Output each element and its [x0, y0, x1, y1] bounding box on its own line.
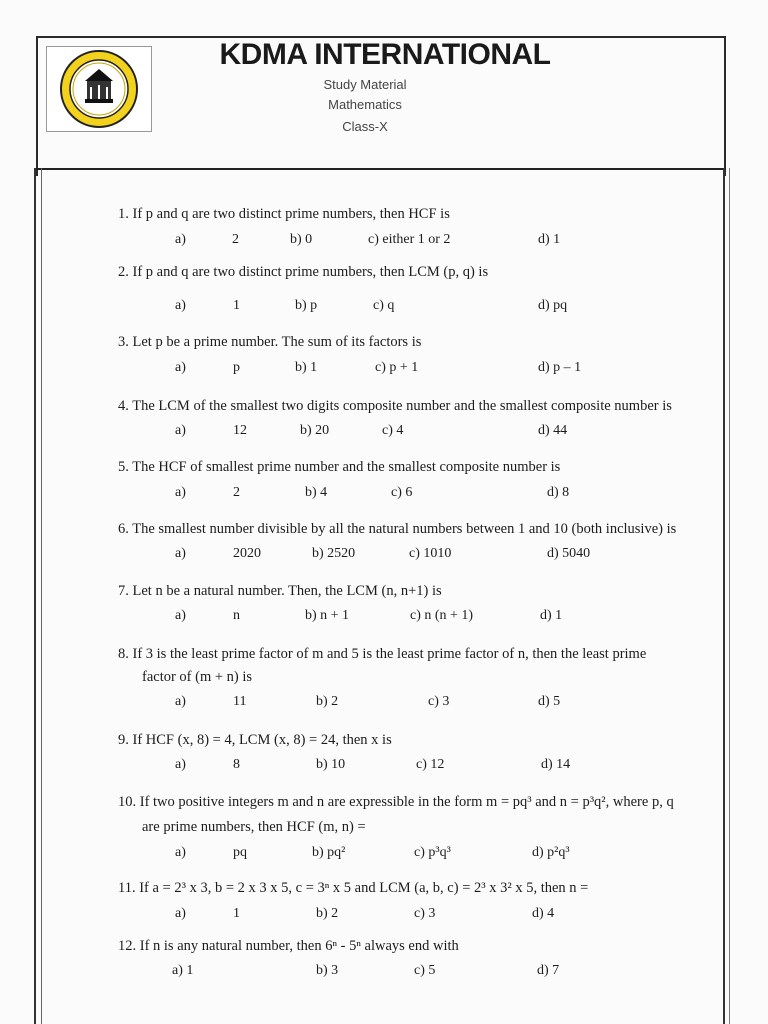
q7-option-c: c) n (n + 1) — [410, 608, 474, 623]
q8-label-a: a) — [175, 694, 186, 709]
right-border — [723, 168, 725, 1024]
q12-option-d: d) 7 — [537, 963, 560, 978]
q2-option-a: 1 — [233, 298, 240, 313]
q10-option-a: pq — [233, 845, 247, 860]
q4-option-d: d) 44 — [538, 423, 568, 438]
q6-option-c: c) 1010 — [409, 546, 452, 561]
q11-option-c: c) 3 — [414, 906, 436, 921]
q9-option-a: 8 — [233, 757, 240, 772]
q7-option-d: d) 1 — [540, 608, 563, 623]
question-8: 8. If 3 is the least prime factor of m and 5 is the least prime factor of n, then the least prime — [118, 646, 647, 662]
question-3: 3. Let p be a prime number. The sum of its factors is — [118, 334, 422, 350]
question-1: 1. If p and q are two distinct prime numbers, then HCF is — [118, 206, 450, 222]
question-10-continued: are prime numbers, then HCF (m, n) = — [142, 819, 366, 835]
q7-option-a: n — [233, 608, 240, 623]
q5-option-c: c) 6 — [391, 485, 413, 500]
q6-option-b: b) 2520 — [312, 546, 356, 561]
q3-option-c: c) p + 1 — [375, 360, 419, 375]
q1-option-c: c) either 1 or 2 — [368, 232, 451, 247]
q5-option-b: b) 4 — [305, 485, 328, 500]
q7-option-b: b) n + 1 — [305, 608, 350, 623]
q3-label-a: a) — [175, 360, 186, 375]
q3-option-b: b) 1 — [295, 360, 318, 375]
q10-label-a: a) — [175, 845, 186, 860]
q8-option-b: b) 2 — [316, 694, 339, 709]
q2-label-a: a) — [175, 298, 186, 313]
q1-option-a: 2 — [232, 232, 239, 247]
question-12: 12. If n is any natural number, then 6ⁿ - 5ⁿ always end with — [118, 938, 459, 954]
left-border-inner — [41, 168, 42, 1024]
q9-option-b: b) 10 — [316, 757, 346, 772]
q1-option-b: b) 0 — [290, 232, 313, 247]
q1-option-d: d) 1 — [538, 232, 561, 247]
subtitle-subject: Mathematics — [328, 97, 402, 112]
q9-option-d: d) 14 — [541, 757, 571, 772]
q11-option-d: d) 4 — [532, 906, 555, 921]
q8-option-c: c) 3 — [428, 694, 450, 709]
question-4: 4. The LCM of the smallest two digits composite number and the smallest composite number is — [118, 398, 672, 414]
header-divider — [36, 168, 726, 170]
q10-option-d: d) p²q³ — [532, 845, 570, 860]
subtitle-class: Class-X — [342, 119, 388, 134]
q12-option-c: c) 5 — [414, 963, 436, 978]
q10-option-b: b) pq² — [312, 845, 346, 860]
q5-option-d: d) 8 — [547, 485, 570, 500]
question-7: 7. Let n be a natural number. Then, the LCM (n, n+1) is — [118, 583, 442, 599]
q11-option-a: 1 — [233, 906, 240, 921]
q4-option-b: b) 20 — [300, 423, 330, 438]
school-logo — [46, 46, 152, 132]
subtitle-study-material: Study Material — [323, 77, 407, 92]
q9-label-a: a) — [175, 757, 186, 772]
q8-option-d: d) 5 — [538, 694, 561, 709]
q12-option-a: a) 1 — [172, 963, 194, 978]
q2-option-c: c) q — [373, 298, 395, 313]
question-5: 5. The HCF of smallest prime number and the smallest composite number is — [118, 459, 561, 475]
q11-option-b: b) 2 — [316, 906, 339, 921]
q6-option-a: 2020 — [233, 546, 261, 561]
q11-label-a: a) — [175, 906, 186, 921]
right-border-inner — [729, 168, 730, 1024]
q5-label-a: a) — [175, 485, 186, 500]
q4-label-a: a) — [175, 423, 186, 438]
q4-option-c: c) 4 — [382, 423, 404, 438]
question-6: 6. The smallest number divisible by all the natural numbers between 1 and 10 (both inclusive) is — [118, 521, 677, 537]
q2-option-b: b) p — [295, 298, 318, 313]
logo-emblem-icon — [47, 47, 151, 131]
left-border — [34, 168, 36, 1024]
q9-option-c: c) 12 — [416, 757, 445, 772]
question-10: 10. If two positive integers m and n are expressible in the form m = pq³ and n = p³q², where p, q — [118, 794, 674, 810]
q3-option-d: d) p – 1 — [538, 360, 582, 375]
question-8-continued: factor of (m + n) is — [142, 669, 253, 685]
q6-label-a: a) — [175, 546, 186, 561]
q12-option-b: b) 3 — [316, 963, 339, 978]
school-name: KDMA INTERNATIONAL — [219, 38, 551, 71]
question-9: 9. If HCF (x, 8) = 4, LCM (x, 8) = 24, then x is — [118, 732, 392, 748]
q4-option-a: 12 — [233, 423, 247, 438]
q6-option-d: d) 5040 — [547, 546, 591, 561]
question-11: 11. If a = 2³ x 3, b = 2 x 3 x 5, c = 3ⁿ x 5 and LCM (a, b, c) = 2³ x 3² x 5, then n = — [118, 880, 589, 896]
q7-label-a: a) — [175, 608, 186, 623]
q1-label-a: a) — [175, 232, 186, 247]
q8-option-a: 11 — [233, 694, 247, 709]
q2-option-d: d) pq — [538, 298, 568, 313]
q3-option-a: p — [233, 360, 240, 375]
q5-option-a: 2 — [233, 485, 240, 500]
question-2: 2. If p and q are two distinct prime numbers, then LCM (p, q) is — [118, 264, 489, 280]
q10-option-c: c) p³q³ — [414, 845, 451, 860]
